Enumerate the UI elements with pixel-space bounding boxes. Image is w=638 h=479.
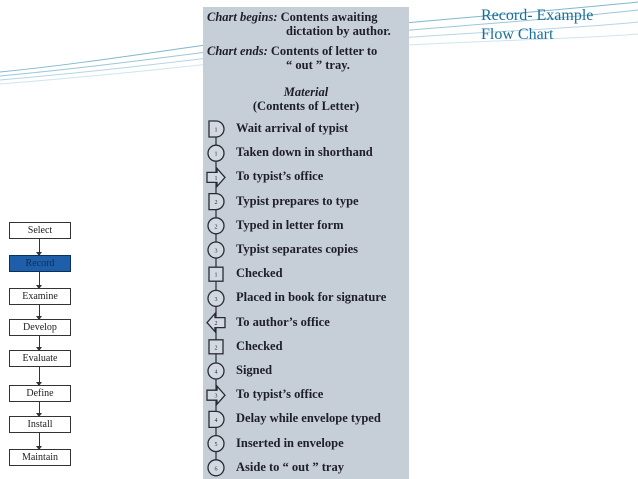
symbol-operation-icon (208, 460, 224, 476)
symbol-inspection-icon (209, 267, 223, 281)
step-connector (39, 402, 40, 416)
slide-title-line1: Record- Example (481, 7, 594, 24)
symbol-operation-icon (208, 218, 224, 234)
chart-begins-value-cont: dictation by author. (286, 24, 391, 38)
chart-item-text: Typist prepares to type (236, 193, 359, 208)
symbol-number: 5 (214, 442, 218, 449)
chart-item-text: Typist separates copies (236, 242, 358, 256)
chart-item-text: Aside to “ out ” tray (236, 459, 344, 474)
symbol-number: 2 (214, 321, 218, 328)
chart-begins-label: Chart begins: (207, 10, 278, 24)
chart-item-text: Inserted in envelope (236, 435, 344, 450)
chart-item-text: Placed in book for signature (236, 290, 387, 305)
symbol-operation-icon (208, 436, 224, 452)
symbol-number: 2 (214, 345, 218, 352)
symbol-number: 1 (214, 175, 218, 182)
chart-ends-value: Contents of letter to (270, 44, 378, 58)
symbol-operation-icon (208, 290, 224, 306)
chart-ends (207, 44, 391, 58)
chart-item-text: Typed in letter form (236, 217, 344, 232)
chart-item-text: Checked (236, 338, 283, 353)
symbol-number: 3 (214, 248, 218, 255)
step-connector (39, 272, 40, 288)
symbol-number: 3 (214, 393, 218, 400)
slide-title (481, 6, 593, 44)
chart-item-text: Checked (236, 266, 283, 281)
chart-item-text: To typist’s office (236, 387, 324, 402)
chart-begins-value: Contents awaiting (280, 10, 378, 24)
chart-item-text: Delay while envelope typed (236, 411, 381, 426)
material-subtitle: (Contents of Letter) (252, 99, 360, 113)
symbol-delay-icon (209, 411, 224, 427)
chart-item-text: Taken down in shorthand (236, 145, 373, 160)
step-install: Install (9, 416, 71, 433)
step-develop: Develop (9, 319, 71, 336)
scanned-flow-chart (203, 7, 409, 479)
symbol-number: 6 (214, 466, 218, 473)
step-record: Record (9, 255, 71, 272)
symbol-inspection-icon (209, 340, 223, 354)
symbol-number: 4 (214, 417, 218, 424)
symbol-operation-icon (208, 145, 224, 161)
symbol-number: 3 (214, 296, 218, 303)
step-connector (39, 433, 40, 449)
chart-item-text: Wait arrival of typist (236, 121, 349, 135)
symbol-operation-icon (208, 363, 224, 379)
symbol-number: 1 (214, 151, 218, 158)
step-maintain: Maintain (9, 449, 71, 466)
step-define: Define (9, 385, 71, 402)
step-connector (39, 367, 40, 385)
step-evaluate: Evaluate (9, 350, 71, 367)
symbol-operation-icon (208, 242, 224, 258)
chart-item-text: To author’s office (236, 314, 330, 329)
step-connector (39, 305, 40, 319)
symbol-number: 1 (214, 127, 218, 134)
symbol-number: 1 (214, 272, 218, 279)
step-examine: Examine (9, 288, 71, 305)
step-connector (39, 239, 40, 255)
chart-item-text: Signed (236, 363, 273, 377)
chart-item-text: To typist’s office (236, 169, 324, 184)
symbol-number: 2 (214, 200, 218, 207)
symbol-number: 2 (214, 224, 218, 231)
chart-begins (207, 10, 391, 24)
step-select: Select (9, 222, 71, 239)
material-title: Material (283, 85, 329, 99)
symbol-number: 4 (214, 369, 218, 376)
symbol-delay-icon (209, 194, 224, 210)
chart-ends-value-cont: “ out ” tray. (286, 58, 350, 72)
chart-header (207, 10, 391, 72)
chart-ends-label: Chart ends: (207, 44, 268, 58)
symbol-delay-icon (209, 121, 224, 137)
slide-title-line2: Flow Chart (481, 26, 554, 43)
step-connector (39, 336, 40, 350)
material-heading (203, 85, 409, 113)
